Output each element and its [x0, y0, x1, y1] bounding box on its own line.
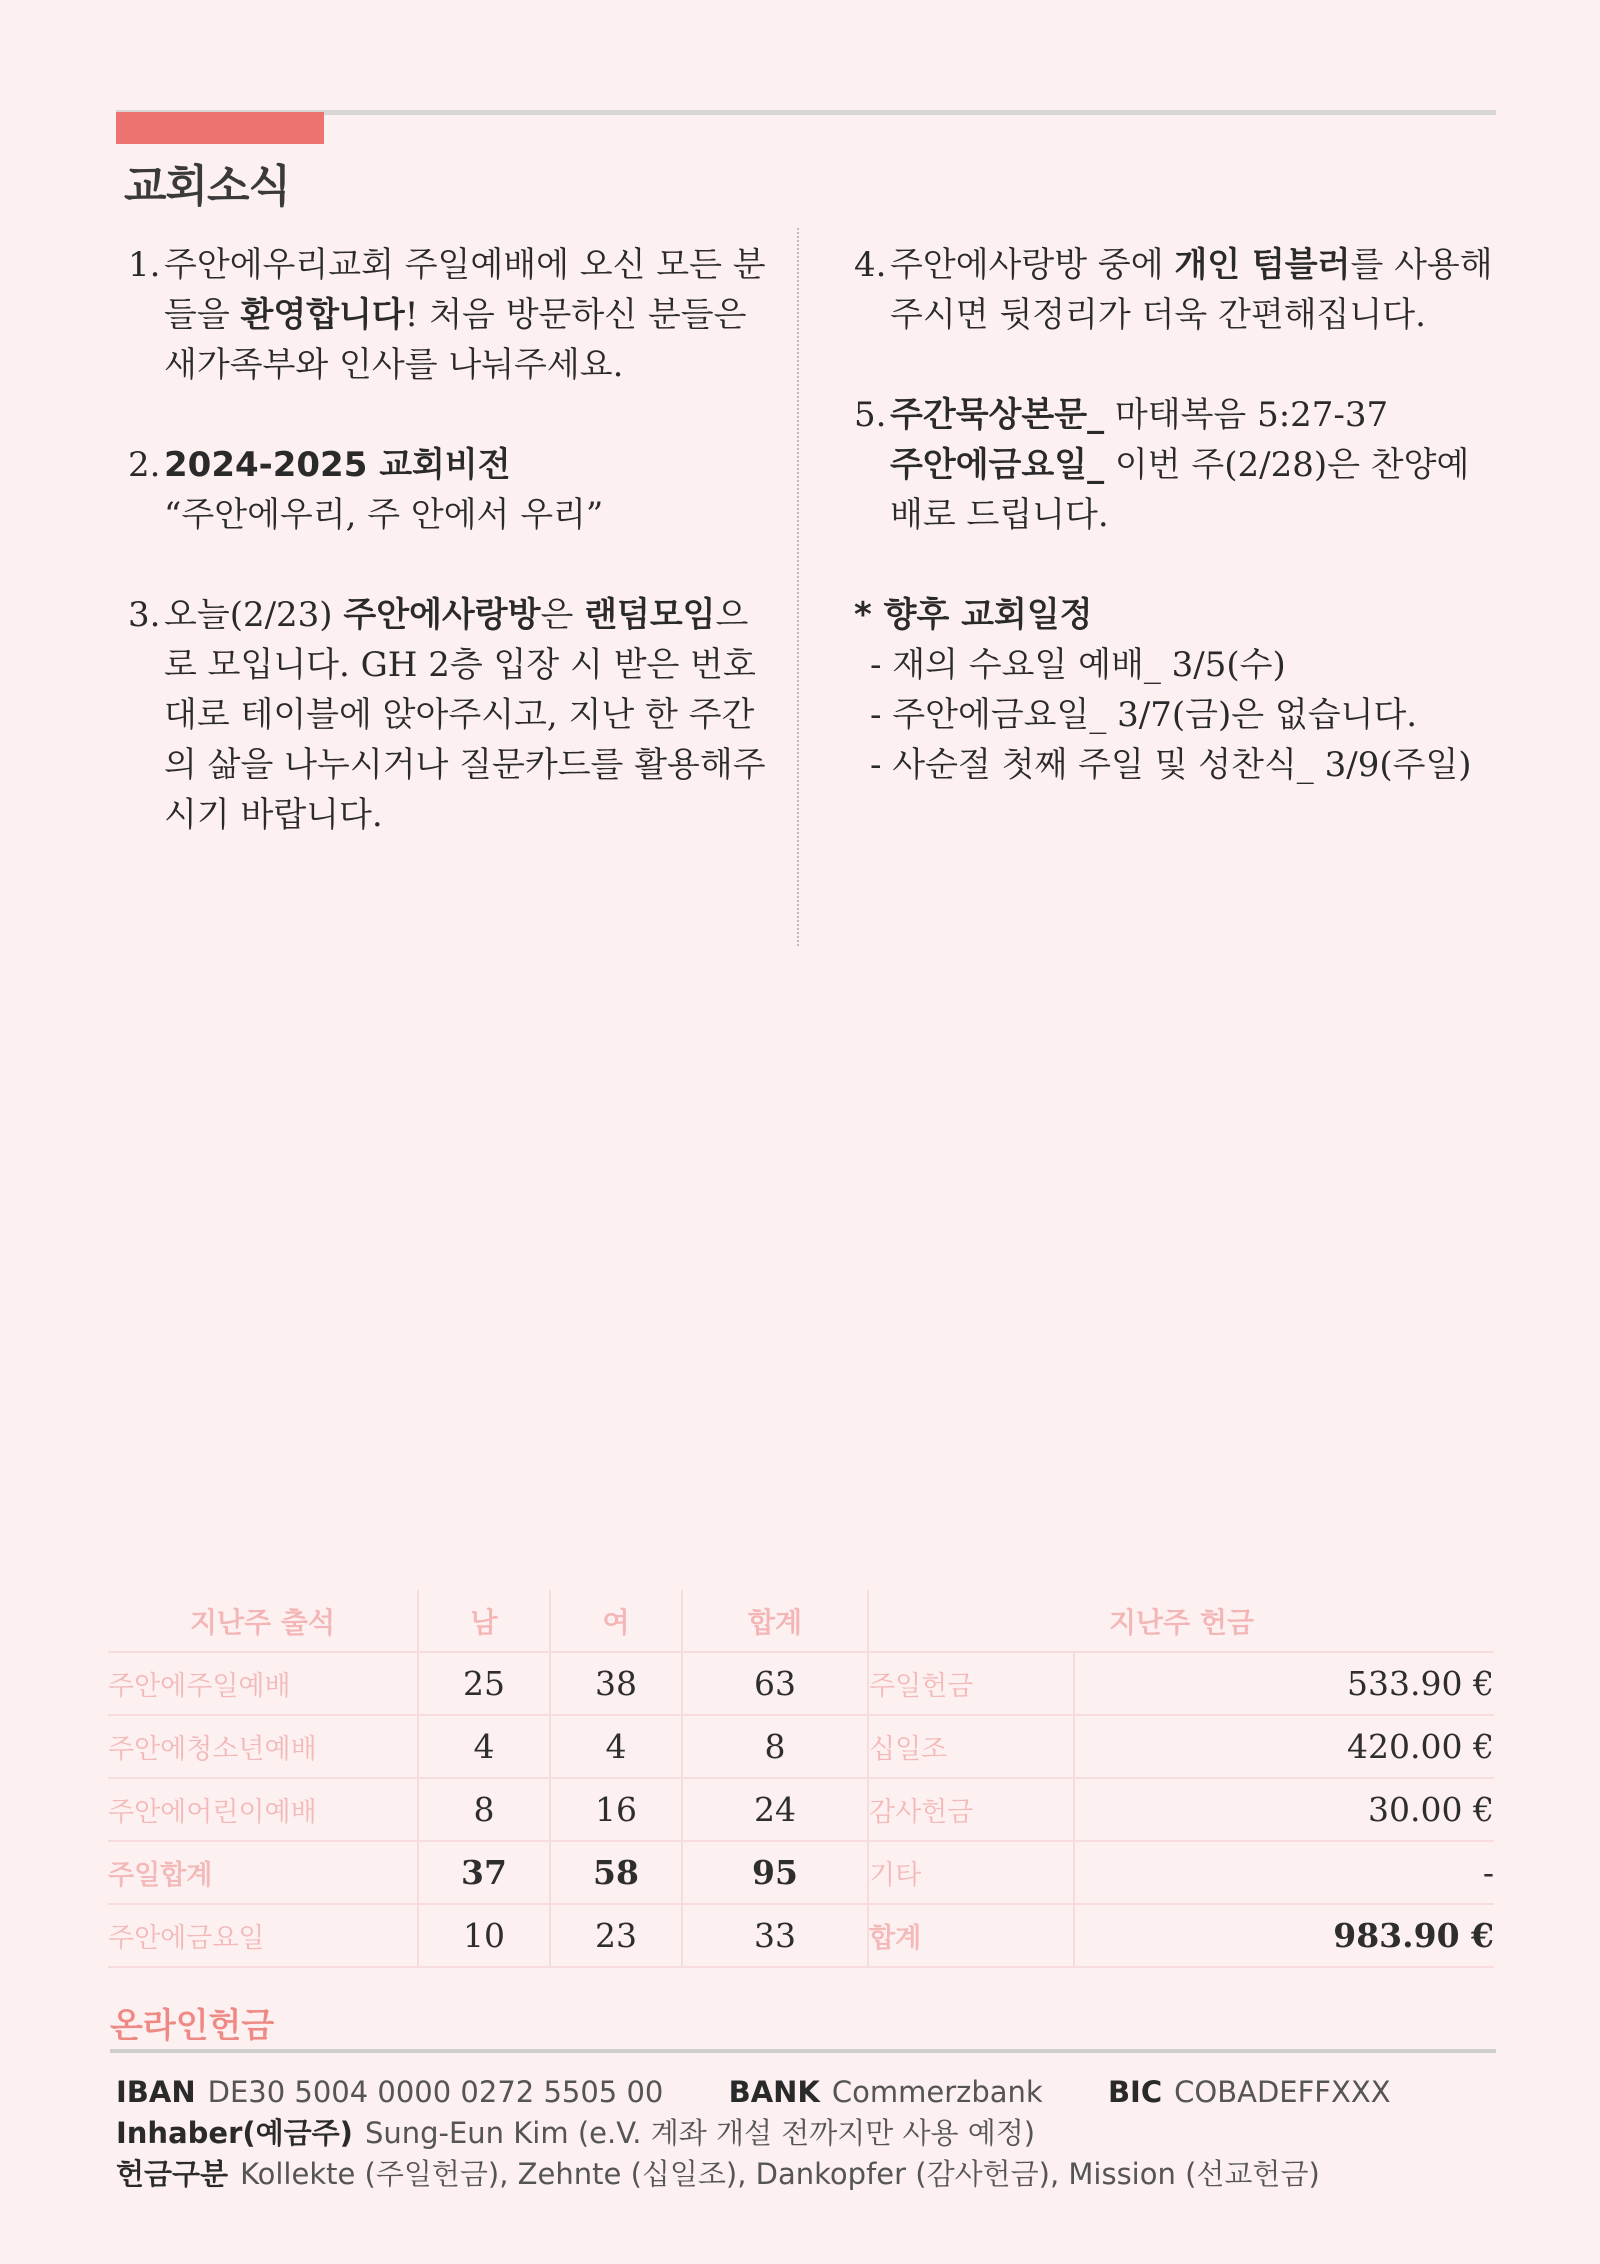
schedule-title: * 향후 교회일정	[854, 595, 1093, 635]
header-attendance: 지난주 출석	[108, 1590, 418, 1652]
item-number: 2.	[128, 445, 161, 485]
offering-type-label: 헌금구분	[116, 2157, 229, 2191]
header-total: 합계	[682, 1590, 868, 1652]
schedule-item: - 사순절 첫째 주일 및 성찬식_ 3/9(주일)	[870, 745, 1472, 785]
iban-label: IBAN	[116, 2075, 196, 2109]
table-row: 주안에금요일 10 23 33 합계 983.90 €	[108, 1904, 1494, 1967]
attendance-offering-table	[108, 1590, 1494, 1968]
bic-label: BIC	[1107, 2075, 1163, 2109]
header-offering: 지난주 헌금	[868, 1590, 1494, 1652]
section-title: 교회소식	[124, 161, 291, 212]
news-item-3: 3. 오늘(2/23) 주안에사랑방은 랜덤모임으로 모입니다. GH 2층 입장 시 받은 번호대로 테이블에 앉아주시고, 지난 한 주간의 삶을 나누시거나 질문카드를 활용해주시기 바랍니다.	[128, 590, 768, 840]
online-offering-rule	[110, 2049, 1496, 2053]
header-female: 여	[550, 1590, 682, 1652]
table-row: 주안에청소년예배 4 4 8 십일조 420.00 €	[108, 1715, 1494, 1778]
news-item-4: 4. 주안에사랑방 중에 개인 텀블러를 사용해주시면 뒷정리가 더욱 간편해집니다.	[854, 240, 1494, 340]
table-row: 주안에주일예배 25 38 63 주일헌금 533.90 €	[108, 1652, 1494, 1715]
news-item-1: 1. 주안에우리교회 주일예배에 오신 모든 분들을 환영합니다! 처음 방문하신 분들은 새가족부와 인사를 나눠주세요.	[128, 240, 768, 390]
table-row: 주안에어린이예배 8 16 24 감사헌금 30.00 €	[108, 1778, 1494, 1841]
offering-type-value: Kollekte (주일헌금), Zehnte (십일조), Dankopfer (감사헌금), Mission (선교헌금)	[240, 2157, 1320, 2191]
news-right-column	[854, 240, 1494, 790]
title-accent-bar	[116, 112, 324, 144]
online-offering-title: 온라인헌금	[110, 2006, 275, 2046]
table-row: 주일합계 37 58 95 기타 -	[108, 1841, 1494, 1904]
table-header-row	[108, 1590, 1494, 1652]
column-divider	[797, 228, 799, 946]
holder-value: Sung-Eun Kim (e.V. 계좌 개설 전까지만 사용 예정)	[364, 2116, 1036, 2150]
news-left-column	[128, 240, 768, 890]
bank-value: Commerzbank	[831, 2075, 1043, 2109]
item-number: 5.	[854, 395, 887, 435]
bic-value: COBADEFFXXX	[1174, 2075, 1391, 2109]
schedule-list	[854, 640, 1494, 790]
item-number: 4.	[854, 245, 887, 285]
schedule-item: - 재의 수요일 예배_ 3/5(수)	[870, 645, 1286, 685]
holder-label: Inhaber(예금주)	[116, 2116, 353, 2150]
online-offering-info	[116, 2072, 1391, 2195]
item-number: 3.	[128, 595, 161, 635]
header-male: 남	[418, 1590, 550, 1652]
bank-label: BANK	[728, 2075, 820, 2109]
item-number: 1.	[128, 245, 161, 285]
iban-value: DE30 5004 0000 0272 5505 00	[207, 2075, 664, 2109]
news-item-5: 5. 주간묵상본문_ 마태복음 5:27-37 주안에금요일_ 이번 주(2/28)은 찬양예배로 드립니다.	[854, 390, 1494, 540]
news-item-2: 2. 2024-2025 교회비전 “주안에우리, 주 안에서 우리”	[128, 440, 768, 540]
schedule-block	[854, 590, 1494, 790]
schedule-item: - 주안에금요일_ 3/7(금)은 없습니다.	[870, 695, 1418, 735]
